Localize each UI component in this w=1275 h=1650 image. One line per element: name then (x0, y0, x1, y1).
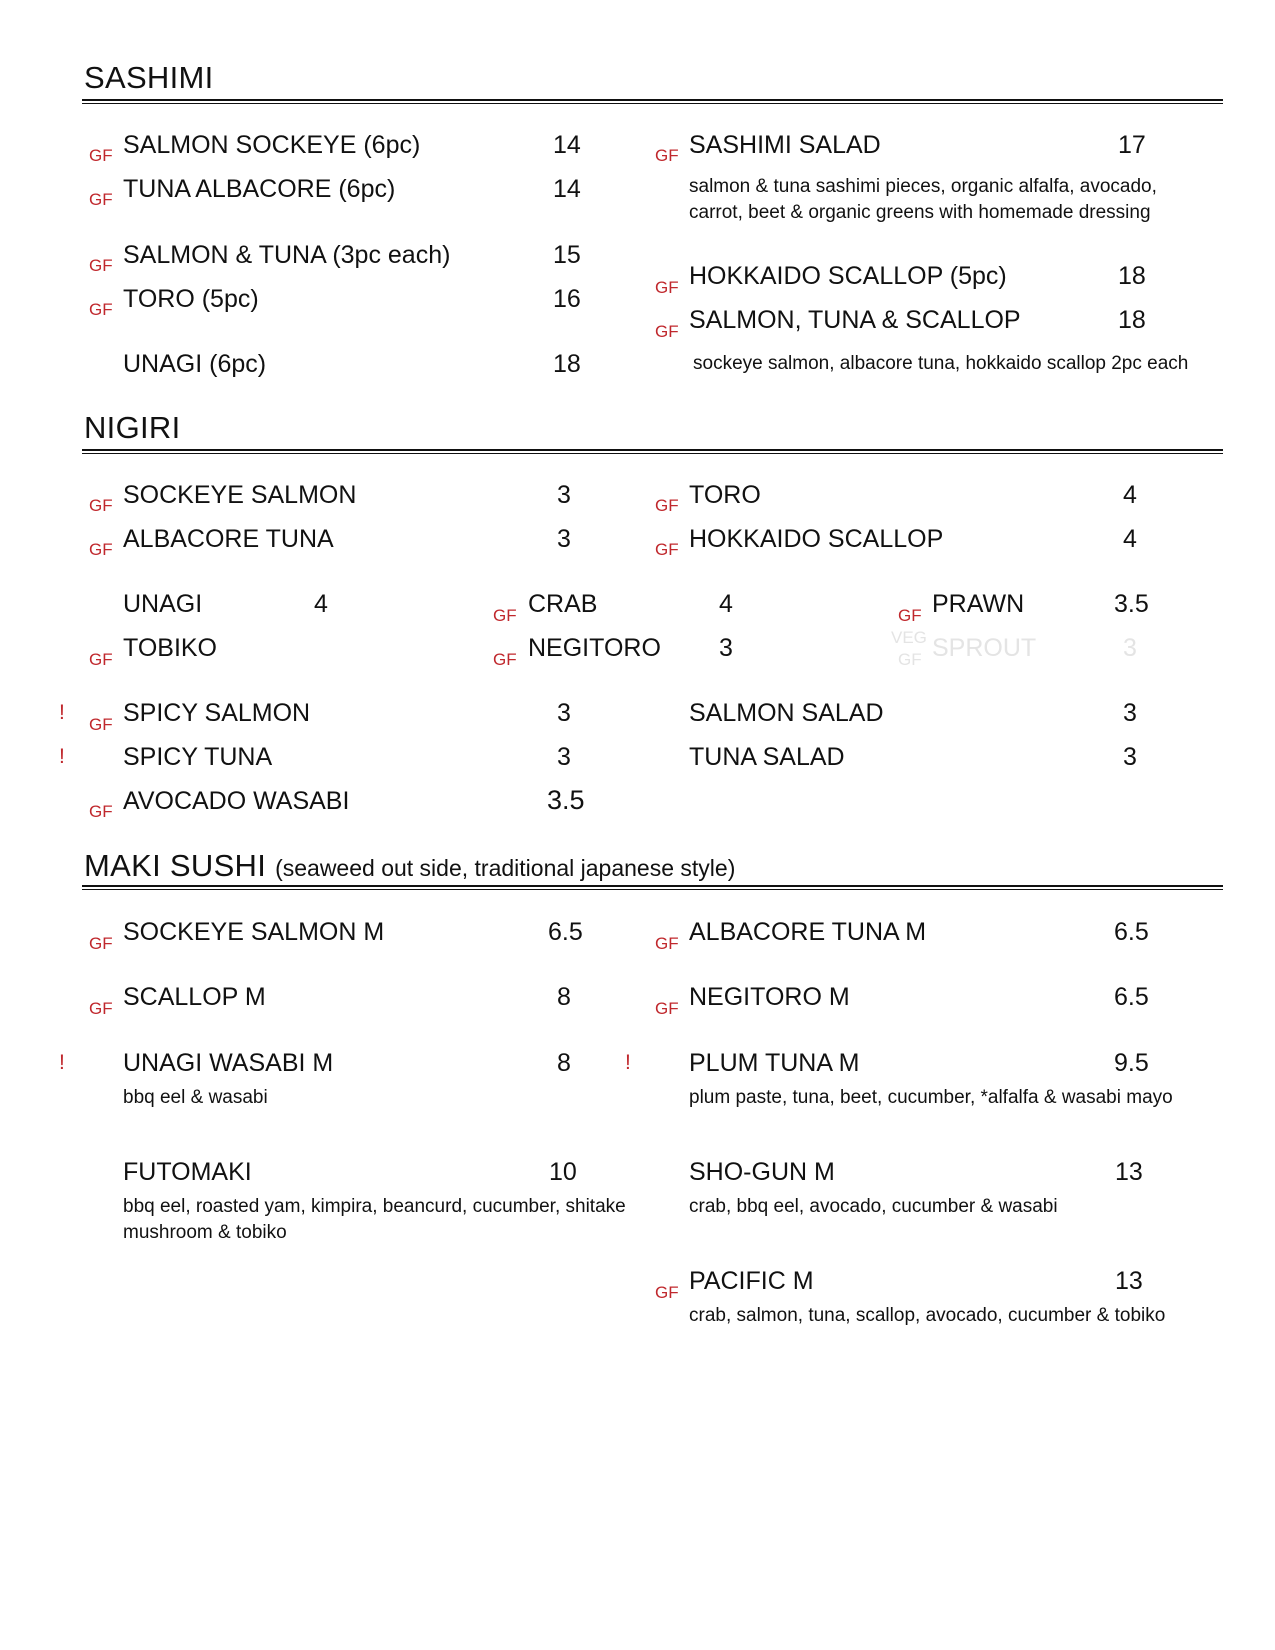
gluten-free-tag: GF (655, 278, 679, 297)
gluten-free-tag: GF (89, 146, 113, 165)
menu-item-price: 17 (1118, 131, 1146, 159)
section-divider (82, 449, 1223, 454)
menu-item-price: 13 (1115, 1158, 1143, 1186)
menu-item-description: plum paste, tuna, beet, cucumber, *alfalfa & wasabi mayo (689, 1087, 1173, 1108)
menu-item-price: 4 (1123, 525, 1137, 553)
menu-item-name: ALBACORE TUNA M (689, 918, 927, 946)
menu-item-price: 3 (1123, 699, 1137, 727)
menu-item-price: 3.5 (1114, 590, 1149, 618)
gluten-free-tag: GF (655, 540, 679, 559)
menu-item-name: FUTOMAKI (123, 1158, 252, 1186)
menu-item-name: SOCKEYE SALMON M (123, 918, 385, 946)
menu-item-name: AVOCADO WASABI (123, 787, 350, 815)
spicy-indicator: ! (59, 745, 65, 768)
menu-item-description: salmon & tuna sashimi pieces, organic alfalfa, avocado, (689, 176, 1157, 197)
gluten-free-tag: GF (898, 606, 922, 625)
menu-item-name: TORO (689, 481, 761, 509)
menu-item-name: SPICY SALMON (123, 699, 311, 727)
gluten-free-tag: GF (655, 496, 679, 515)
menu-item-name: UNAGI (6pc) (123, 350, 267, 378)
gluten-free-tag: GF (89, 190, 113, 209)
menu-item-price: 18 (553, 350, 581, 378)
menu-item-price: 3 (719, 634, 733, 662)
menu-item-price: 9.5 (1114, 1049, 1149, 1077)
gluten-free-tag: GF (655, 1283, 679, 1302)
menu-item-name: SCALLOP M (123, 983, 266, 1011)
section-title-maki (84, 848, 735, 884)
gluten-free-tag: GF (89, 802, 113, 821)
gluten-free-tag: GF (493, 606, 517, 625)
menu-item-name: PLUM TUNA M (689, 1049, 860, 1077)
menu-item-description: crab, salmon, tuna, scallop, avocado, cucumber & tobiko (689, 1305, 1166, 1326)
menu-item-name: SALMON, TUNA & SCALLOP (689, 306, 1021, 334)
menu-item-name: UNAGI WASABI M (123, 1049, 334, 1077)
menu-item-price: 14 (553, 131, 581, 159)
menu-item-name: TOBIKO (123, 634, 218, 662)
gluten-free-tag: GF (655, 322, 679, 341)
menu-item-description: carrot, beet & organic greens with homemade dressing (689, 202, 1151, 223)
menu-item-price: 16 (553, 285, 581, 313)
section-subtitle: (seaweed out side, traditional japanese style) (275, 855, 736, 881)
menu-item-price: 8 (557, 1049, 571, 1077)
menu-item-price: 18 (1118, 306, 1146, 334)
menu-item-name: SALMON SALAD (689, 699, 884, 727)
gluten-free-tag: GF (655, 999, 679, 1018)
gluten-free-tag: GF (89, 934, 113, 953)
menu-item-price: 3.5 (547, 785, 585, 815)
gluten-free-tag: GF (898, 650, 922, 669)
spicy-indicator: ! (59, 1051, 65, 1074)
spicy-indicator: ! (625, 1051, 631, 1074)
menu-item-description: crab, bbq eel, avocado, cucumber & wasabi (689, 1196, 1058, 1217)
gluten-free-tag: GF (655, 146, 679, 165)
menu-item-name: HOKKAIDO SCALLOP (5pc) (689, 262, 1007, 290)
menu-item-description: mushroom & tobiko (123, 1222, 287, 1243)
gluten-free-tag: GF (89, 650, 113, 669)
gluten-free-tag: GF (89, 496, 113, 515)
menu-item-name: SASHIMI SALAD (689, 131, 881, 159)
menu-item-name: CRAB (528, 590, 598, 618)
menu-item-price: 6.5 (548, 918, 583, 946)
menu-item-name: PRAWN (932, 590, 1025, 618)
section-title-text: MAKI SUSHI (84, 848, 267, 883)
menu-item-price: 6.5 (1114, 983, 1149, 1011)
menu-item-price: 8 (557, 983, 571, 1011)
menu-item-price: 3 (1123, 743, 1137, 771)
menu-item-name: ALBACORE TUNA (123, 525, 334, 553)
menu-item-name: SALMON SOCKEYE (6pc) (123, 131, 421, 159)
menu-item-name: TUNA ALBACORE (6pc) (123, 175, 396, 203)
menu-item-price: 3 (557, 481, 571, 509)
gluten-free-tag: GF (89, 999, 113, 1018)
menu-item-price: 18 (1118, 262, 1146, 290)
menu-item-name: PACIFIC M (689, 1267, 814, 1295)
menu-item-name: SPROUT (932, 634, 1037, 662)
section-divider (82, 99, 1223, 104)
menu-item-name: SOCKEYE SALMON (123, 481, 357, 509)
section-title-sashimi: SASHIMI (84, 60, 214, 95)
menu-item-price: 4 (1123, 481, 1137, 509)
menu-item-price: 4 (719, 590, 733, 618)
menu-item-name: NEGITORO M (689, 983, 850, 1011)
menu-item-price: 14 (553, 175, 581, 203)
menu-item-description: bbq eel, roasted yam, kimpira, beancurd, cucumber, shitake (123, 1196, 626, 1217)
spicy-indicator: ! (59, 701, 65, 724)
menu-item-price: 3 (557, 525, 571, 553)
menu-item-price: 13 (1115, 1267, 1143, 1295)
menu-item-name: SALMON & TUNA (3pc each) (123, 241, 451, 269)
menu-item-name: NEGITORO (528, 634, 661, 662)
menu-item-name: HOKKAIDO SCALLOP (689, 525, 944, 553)
menu-item-price: 3 (557, 699, 571, 727)
menu-item-price: 3 (557, 743, 571, 771)
menu-item-name: SHO-GUN M (689, 1158, 835, 1186)
gluten-free-tag: GF (89, 300, 113, 319)
menu-item-name: TORO (5pc) (123, 285, 259, 313)
gluten-free-tag: GF (89, 715, 113, 734)
menu-item-price: 4 (314, 590, 328, 618)
menu-item-price: 10 (549, 1158, 577, 1186)
gluten-free-tag: GF (89, 256, 113, 275)
menu-item-name: TUNA SALAD (689, 743, 845, 771)
menu-item-price: 6.5 (1114, 918, 1149, 946)
menu-item-price: 15 (553, 241, 581, 269)
section-divider (82, 885, 1223, 890)
gluten-free-tag: GF (89, 540, 113, 559)
gluten-free-tag: GF (655, 934, 679, 953)
menu-item-name: UNAGI (123, 590, 203, 618)
menu-item-description: bbq eel & wasabi (123, 1087, 268, 1108)
section-title-nigiri: NIGIRI (84, 410, 181, 445)
menu-item-price: 3 (1123, 634, 1137, 662)
menu-item-name: SPICY TUNA (123, 743, 273, 771)
menu-item-description: sockeye salmon, albacore tuna, hokkaido scallop 2pc each (693, 353, 1189, 374)
gluten-free-tag: GF (493, 650, 517, 669)
vegetarian-tag: VEG (891, 628, 927, 647)
